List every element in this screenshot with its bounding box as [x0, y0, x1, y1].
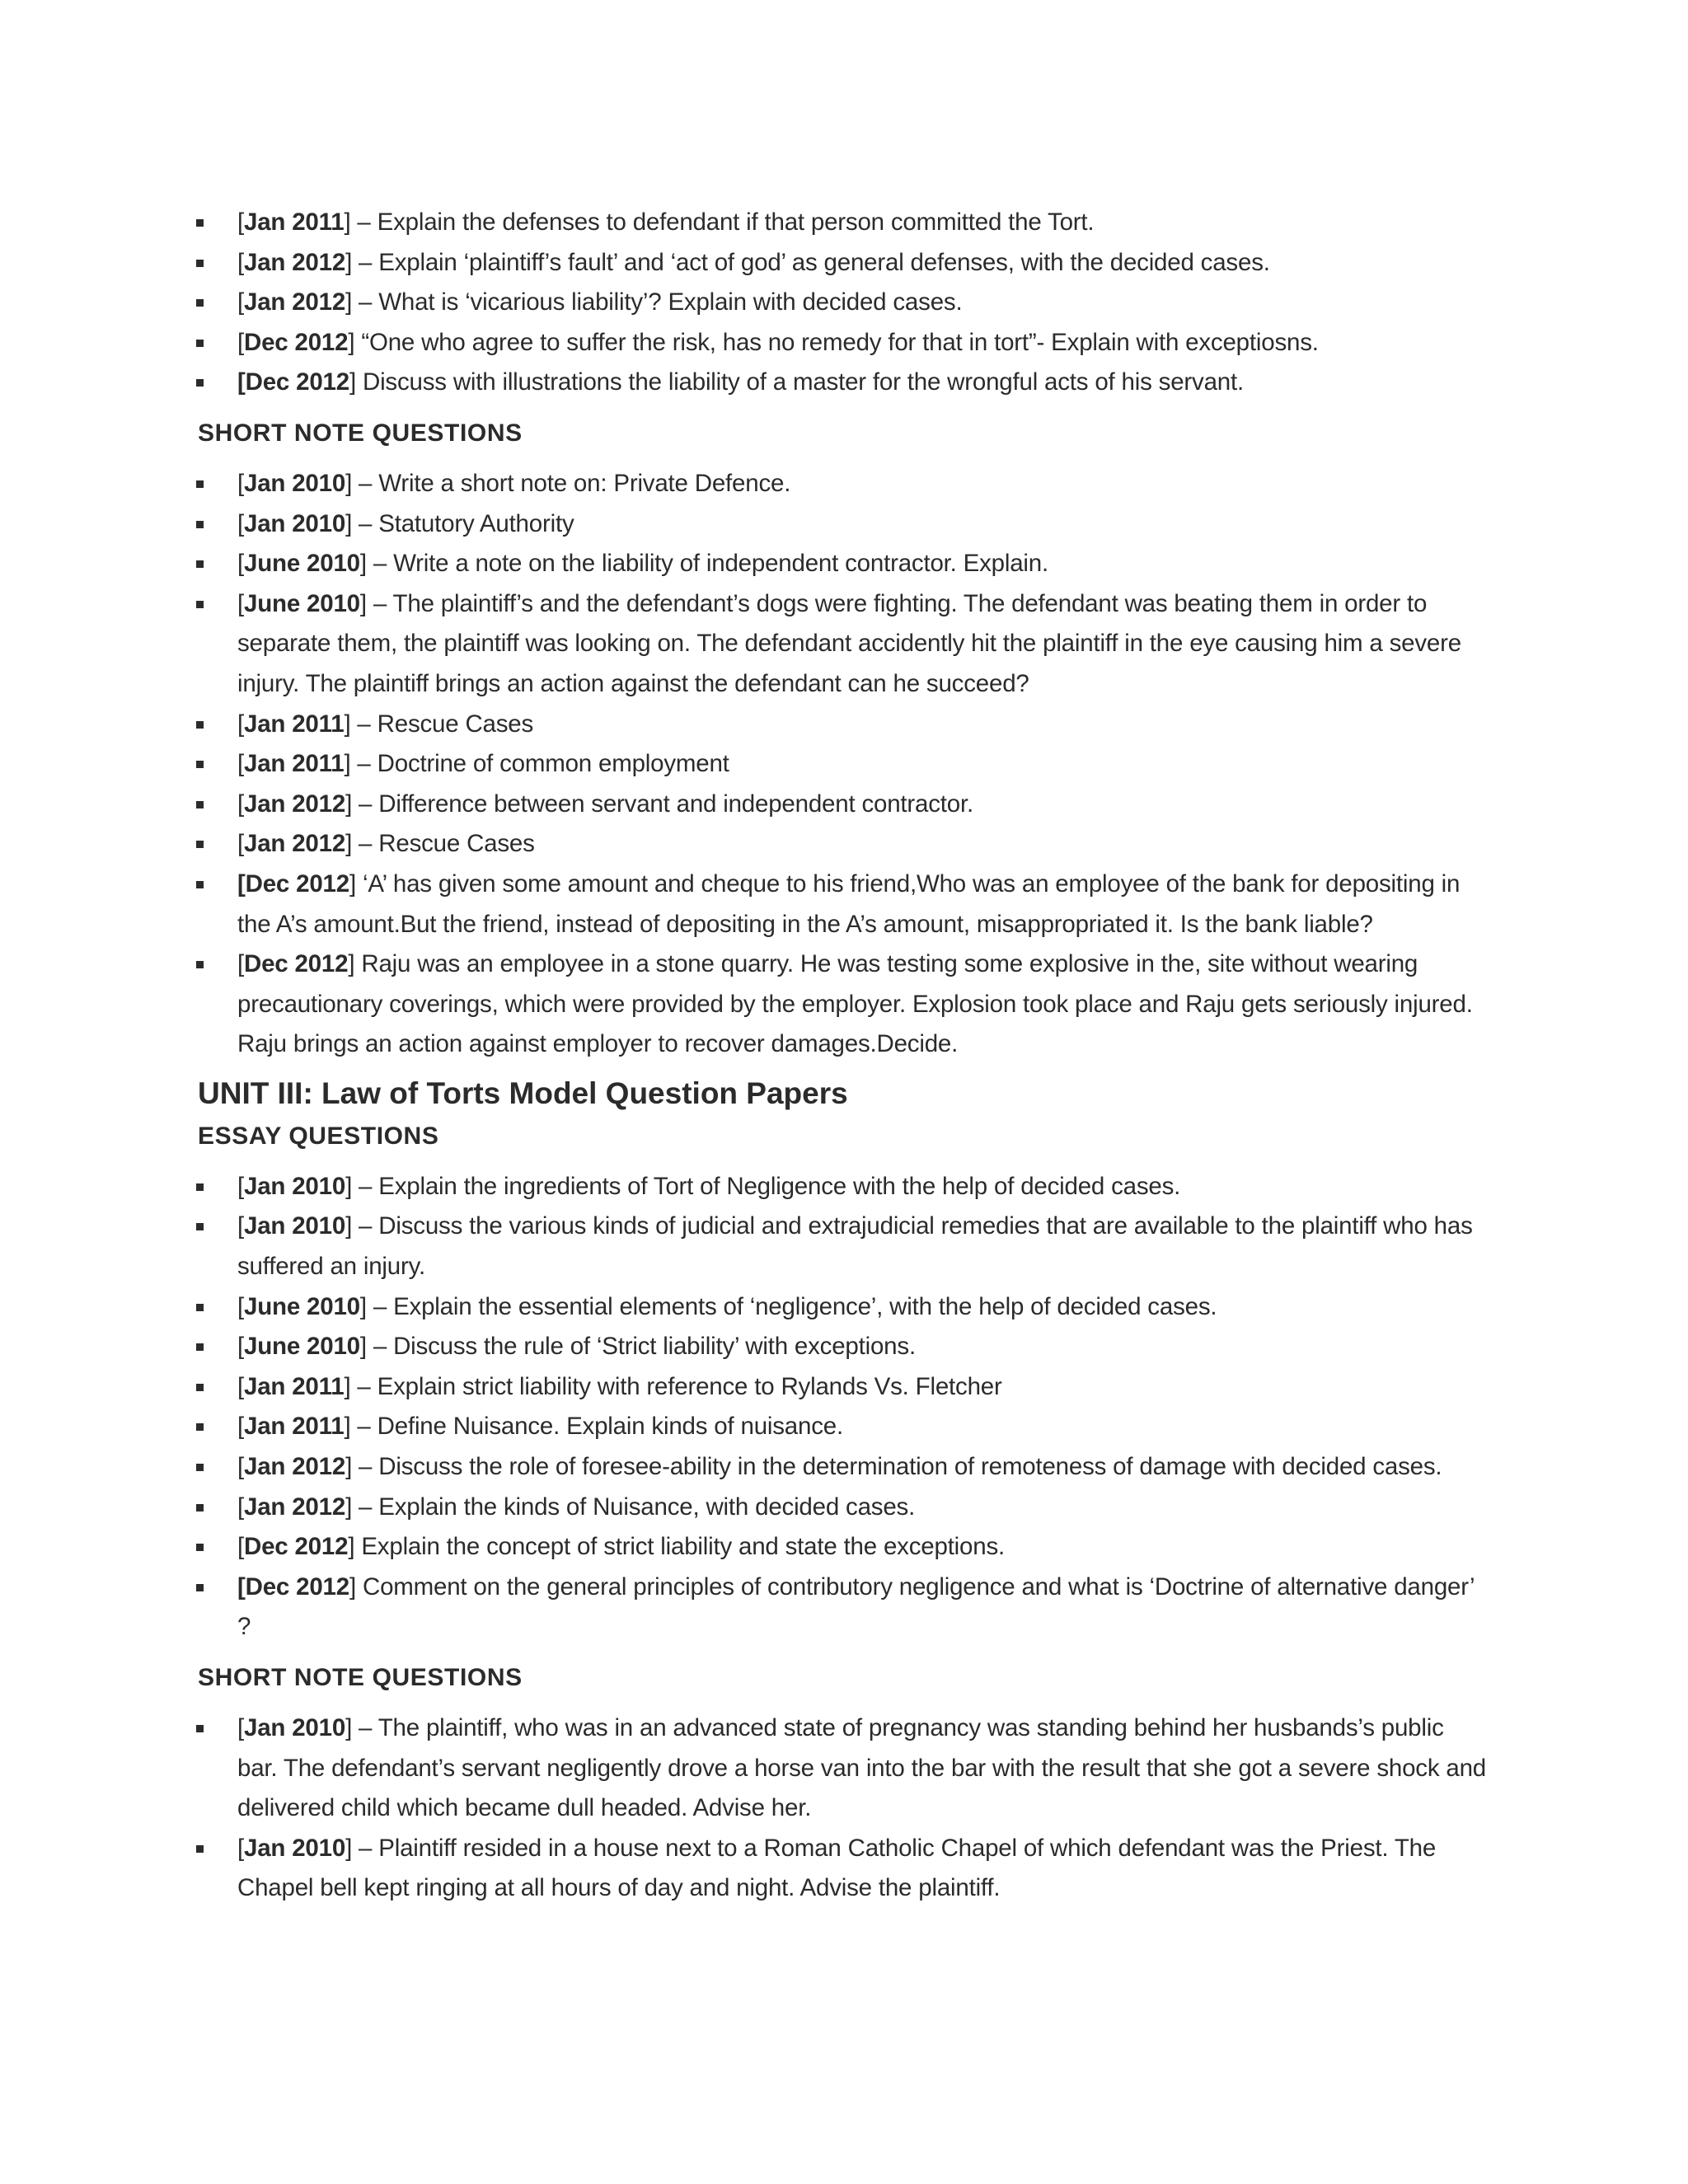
question-text: ] – The plaintiff, who was in an advanced state of pregnancy was standing behind her husbands’s public bar. The defendant’s servant negligently drove a horse van into the bar with the result that she got a severe shock and delivered child which became dull headed. Advise her. — [237, 1714, 1486, 1822]
square-bullet-icon — [196, 1223, 204, 1230]
square-bullet-icon — [196, 1343, 204, 1351]
list-item — [196, 1568, 1490, 1647]
question-date: June 2010 — [244, 1292, 360, 1320]
square-bullet-icon — [196, 1304, 204, 1311]
question-date: June 2010 — [244, 1333, 360, 1361]
question-date: Jan 2010 — [244, 509, 346, 537]
question-text: ] – Explain strict liability with reference to Rylands Vs. Fletcher — [344, 1372, 1002, 1400]
question-date: June 2010 — [244, 550, 360, 578]
square-bullet-icon — [196, 801, 204, 808]
list-item: [June 2010] – Write a note on the liability of independent contractor. Explain. — [196, 544, 1490, 584]
question-date: Dec 2012 — [244, 1533, 349, 1561]
list-item: [Jan 2011] – Define Nuisance. Explain kinds of nuisance. — [196, 1407, 1490, 1447]
list-item: [Jan 2010] – Plaintiff resided in a house next to a Roman Catholic Chapel of which defendant was the Priest. The Chapel bell kept ringing at all hours of day and night. Advise the plaintiff. — [196, 1829, 1490, 1909]
square-bullet-icon — [196, 1845, 204, 1853]
question-list-1 — [196, 203, 1490, 403]
question-text: ] – Explain the ingredients of Tort of Negligence with the help of decided cases. — [345, 1172, 1181, 1200]
list-item: [Jan 2012] – What is ‘vicarious liability’? Explain with decided cases. — [196, 283, 1490, 323]
question-text: ] – Discuss the various kinds of judicial and extrajudicial remedies that are available to the plaintiff who has suffered an injury. — [237, 1212, 1473, 1281]
list-item: [Jan 2011] – Explain strict liability with reference to Rylands Vs. Fletcher — [196, 1367, 1490, 1408]
square-bullet-icon — [196, 1423, 204, 1431]
question-date: Jan 2011 — [244, 1372, 345, 1400]
question-date: Jan 2010 — [244, 469, 346, 497]
question-text: ] – Rescue Cases — [344, 710, 534, 738]
question-text: ] – Statutory Authority — [345, 509, 574, 537]
question-list-4 — [196, 1708, 1490, 1909]
question-date: June 2010 — [244, 589, 360, 617]
question-date: [Dec 2012 — [237, 869, 349, 898]
question-text: ] – Define Nuisance. Explain kinds of nuisance. — [344, 1413, 843, 1441]
page-content — [196, 203, 1490, 1909]
square-bullet-icon — [196, 721, 204, 729]
unit-title: UNIT III: Law of Torts Model Question Papers — [198, 1076, 848, 1110]
list-item: [Jan 2012] – Discuss the role of foresee-ability in the determination of remoteness of damage with decided cases. — [196, 1447, 1490, 1488]
square-bullet-icon — [196, 521, 204, 528]
square-bullet-icon — [196, 260, 204, 267]
square-bullet-icon — [196, 379, 204, 387]
list-item: [Jan 2010] – Explain the ingredients of Tort of Negligence with the help of decided cases. — [196, 1167, 1490, 1207]
question-date: Jan 2010 — [244, 1172, 346, 1200]
question-text: ] – Discuss the rule of ‘Strict liability’ with exceptions. — [359, 1333, 916, 1361]
list-item: [Jan 2012] – Explain ‘plaintiff’s fault’ and ‘act of god’ as general defenses, with the decided cases. — [196, 243, 1490, 284]
list-item — [196, 865, 1490, 944]
question-text: ] – What is ‘vicarious liability’? Explain with decided cases. — [345, 288, 963, 316]
section-heading-short-notes: SHORT NOTE QUESTIONS — [198, 419, 523, 447]
question-text: ] ‘A’ has given some amount and cheque to his friend,Who was an employee of the bank for depositing in the A’s amount.But the friend, instead of depositing in the A’s amount, misappropriated it. Is the bank liable? — [237, 869, 1461, 938]
question-date: Jan 2010 — [244, 1834, 346, 1862]
list-item: [Jan 2010] – The plaintiff, who was in an advanced state of pregnancy was standing behind her husbands’s public bar. The defendant’s servant negligently drove a horse van into the bar with the result that she got a severe shock and delivered child which became dull headed. Advise her. — [196, 1708, 1490, 1829]
question-date: Jan 2010 — [244, 1212, 346, 1240]
square-bullet-icon — [196, 1384, 204, 1391]
question-date: Jan 2012 — [244, 248, 346, 276]
question-text: ] – Discuss the role of foresee-ability in the determination of remoteness of damage with decided cases. — [345, 1453, 1442, 1481]
question-text: ] – Rescue Cases — [345, 830, 535, 858]
square-bullet-icon — [196, 961, 204, 968]
list-item: [Jan 2011] – Rescue Cases — [196, 705, 1490, 745]
question-text: ] – Doctrine of common employment — [344, 750, 729, 778]
question-text: ] Explain the concept of strict liability and state the exceptions. — [348, 1533, 1005, 1561]
list-item: [Dec 2012] Explain the concept of strict liability and state the exceptions. — [196, 1527, 1490, 1568]
list-item: [Jan 2012] – Difference between servant and independent contractor. — [196, 785, 1490, 825]
question-text: ] – Write a short note on: Private Defence. — [345, 469, 791, 497]
square-bullet-icon — [196, 841, 204, 848]
question-date: [Dec 2012 — [237, 368, 349, 396]
list-item — [196, 363, 1490, 403]
square-bullet-icon — [196, 1584, 204, 1591]
square-bullet-icon — [196, 480, 204, 488]
square-bullet-icon — [196, 1183, 204, 1191]
question-date: Jan 2012 — [244, 1453, 346, 1481]
section-heading-essay: ESSAY QUESTIONS — [198, 1122, 439, 1150]
list-item: [Dec 2012] Raju was an employee in a stone quarry. He was testing some explosive in the, site without wearing precautionary coverings, which were provided by the employer. Explosion took place and Raju gets seriously injured. Raju brings an action against employer to recover damages.Decide. — [196, 944, 1490, 1065]
square-bullet-icon — [196, 881, 204, 888]
question-text: ] Discuss with illustrations the liability of a master for the wrongful acts of his servant. — [349, 368, 1244, 396]
question-text: ] – Plaintiff resided in a house next to a Roman Catholic Chapel of which defendant was the Priest. The Chapel bell kept ringing at all hours of day and night. Advise the plaintiff. — [237, 1834, 1437, 1902]
question-date: Dec 2012 — [244, 328, 349, 356]
question-date: Jan 2012 — [244, 830, 346, 858]
list-item: [Jan 2011] – Doctrine of common employment — [196, 744, 1490, 785]
question-date: Jan 2012 — [244, 288, 346, 316]
question-date: Dec 2012 — [244, 950, 349, 978]
square-bullet-icon — [196, 219, 204, 227]
list-item: [Dec 2012] “One who agree to suffer the risk, has no remedy for that in tort”- Explain with exceptiosns. — [196, 323, 1490, 363]
square-bullet-icon — [196, 1544, 204, 1551]
square-bullet-icon — [196, 761, 204, 768]
question-text: ] Raju was an employee in a stone quarry. He was testing some explosive in the, site without wearing precautionary coverings, which were provided by the employer. Explosion took place and Raju gets seriously injured. Raju brings an action against employer to recover damages.Decide. — [237, 950, 1473, 1058]
square-bullet-icon — [196, 1464, 204, 1471]
question-date: Jan 2012 — [244, 1493, 346, 1521]
question-date: Jan 2011 — [244, 750, 345, 778]
question-text: ] – The plaintiff’s and the defendant’s dogs were fighting. The defendant was beating them in order to separate them, the plaintiff was looking on. The defendant accidently hit the plaintiff in the eye causing him a severe injury. The plaintiff brings an action against the defendant can he succeed? — [237, 589, 1461, 697]
square-bullet-icon — [196, 299, 204, 307]
question-text: ] – Explain ‘plaintiff’s fault’ and ‘act of god’ as general defenses, with the decided cases. — [345, 248, 1270, 276]
question-text: ] Comment on the general principles of contributory negligence and what is ‘Doctrine of alternative danger’ ? — [237, 1572, 1475, 1641]
question-date: Jan 2012 — [244, 790, 346, 818]
square-bullet-icon — [196, 1725, 204, 1732]
question-text: ] – Explain the essential elements of ‘negligence’, with the help of decided cases. — [359, 1292, 1217, 1320]
list-item: [Jan 2011] – Explain the defenses to defendant if that person committed the Tort. — [196, 203, 1490, 243]
list-item: [Jan 2010] – Statutory Authority — [196, 504, 1490, 545]
square-bullet-icon — [196, 1504, 204, 1511]
question-list-2 — [196, 464, 1490, 1065]
list-item: [Jan 2010] – Write a short note on: Private Defence. — [196, 464, 1490, 504]
list-item: [Jan 2010] – Discuss the various kinds of judicial and extrajudicial remedies that are available to the plaintiff who has suffered an injury. — [196, 1207, 1490, 1286]
list-item: [June 2010] – The plaintiff’s and the defendant’s dogs were fighting. The defendant was beating them in order to separate them, the plaintiff was looking on. The defendant accidently hit the plaintiff in the eye causing him a severe injury. The plaintiff brings an action against the defendant can he succeed? — [196, 584, 1490, 705]
list-item: [June 2010] – Discuss the rule of ‘Strict liability’ with exceptions. — [196, 1327, 1490, 1367]
question-text: ] – Write a note on the liability of independent contractor. Explain. — [359, 550, 1048, 578]
question-list-3 — [196, 1167, 1490, 1647]
question-date: Jan 2011 — [244, 1413, 345, 1441]
question-date: Jan 2011 — [244, 209, 345, 236]
square-bullet-icon — [196, 601, 204, 608]
list-item: [Jan 2012] – Rescue Cases — [196, 824, 1490, 865]
question-text: ] – Explain the kinds of Nuisance, with decided cases. — [345, 1493, 916, 1521]
square-bullet-icon — [196, 560, 204, 568]
question-date: [Dec 2012 — [237, 1572, 349, 1601]
list-item: [June 2010] – Explain the essential elements of ‘negligence’, with the help of decided cases. — [196, 1287, 1490, 1328]
question-text: ] “One who agree to suffer the risk, has no remedy for that in tort”- Explain with exceptiosns. — [348, 328, 1319, 356]
question-date: Jan 2010 — [244, 1714, 346, 1741]
question-date: Jan 2011 — [244, 710, 345, 738]
list-item: [Jan 2012] – Explain the kinds of Nuisance, with decided cases. — [196, 1488, 1490, 1528]
section-heading-short-notes: SHORT NOTE QUESTIONS — [198, 1664, 523, 1691]
square-bullet-icon — [196, 340, 204, 347]
question-text: ] – Explain the defenses to defendant if that person committed the Tort. — [344, 209, 1095, 236]
question-text: ] – Difference between servant and independent contractor. — [345, 790, 973, 818]
